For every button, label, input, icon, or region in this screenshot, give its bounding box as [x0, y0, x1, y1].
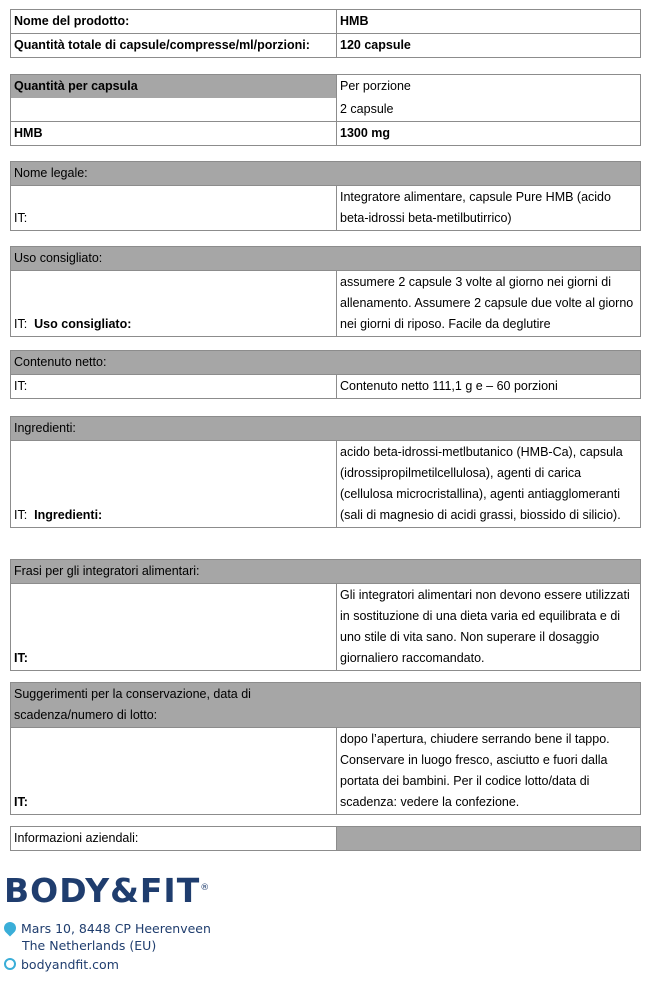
hmb-label: HMB: [11, 122, 337, 146]
net-content-value: Contenuto netto 111,1 g e – 60 porzioni: [337, 375, 641, 399]
storage-table: [10, 682, 641, 815]
phrases-value: Gli integratori alimentari non devono essere utilizzati in sostituzione di una dieta varia ed equilibrata e di uno stile di vita sano. Non superare il dosaggio giornaliero raccomandato.: [337, 584, 641, 671]
net-content-table: [10, 350, 641, 399]
net-content-header: Contenuto netto:: [11, 351, 641, 375]
globe-icon: [4, 958, 16, 970]
net-content-lang: IT:: [11, 375, 337, 399]
legal-name-header: Nome legale:: [11, 162, 641, 186]
serving-line1: Per porzione: [337, 75, 641, 99]
company-header: Informazioni aziendali:: [11, 827, 337, 851]
legal-name-table: [10, 161, 641, 231]
legal-name-lang: IT:: [11, 186, 337, 231]
bodyfit-logo: [4, 868, 210, 911]
hmb-value: 1300 mg: [337, 122, 641, 146]
usage-lang-cell: [11, 271, 337, 337]
ingredients-lang-cell: [11, 441, 337, 528]
legal-name-value: Integratore alimentare, capsule Pure HMB (acido beta-idrossi beta-metilbutirrico): [337, 186, 641, 231]
website-line: [4, 956, 119, 974]
company-table: [10, 826, 641, 851]
address-line1-text: Mars 10, 8448 CP Heerenveen: [21, 921, 211, 936]
product-table: [10, 9, 641, 58]
storage-value: dopo l’apertura, chiudere serrando bene il tappo. Conservare in luogo fresco, asciutto e fuori dalla portata dei bambini. Per il codice lotto/data di scadenza: vedere la confezione.: [337, 728, 641, 815]
storage-lang: IT:: [11, 728, 337, 815]
address-line2: The Netherlands (EU): [22, 938, 157, 953]
ingredients-sublabel: Ingredienti:: [34, 508, 103, 522]
per-serving-table: [10, 74, 641, 146]
usage-table: [10, 246, 641, 337]
registered-mark: ®: [200, 883, 211, 893]
location-pin-icon: [2, 920, 19, 937]
phrases-lang: IT:: [11, 584, 337, 671]
usage-header: Uso consigliato:: [11, 247, 641, 271]
ingredients-header: Ingredienti:: [11, 417, 641, 441]
product-qty-value: 120 capsule: [337, 34, 641, 58]
product-qty-label: Quantità totale di capsule/compresse/ml/porzioni:: [11, 34, 337, 58]
per-serving-spacer: [11, 98, 337, 122]
per-serving-header: Quantità per capsula: [11, 75, 337, 99]
company-header-fill: [337, 827, 641, 851]
serving-line2: 2 capsule: [337, 98, 641, 122]
address-line1: [4, 920, 211, 938]
phrases-table: [10, 559, 641, 671]
ingredients-table: [10, 416, 641, 528]
storage-header: Suggerimenti per la conservazione, data di scadenza/numero di lotto:: [11, 683, 337, 728]
usage-value: assumere 2 capsule 3 volte al giorno nei giorni di allenamento. Assumere 2 capsule due volte al giorno nei giorni di riposo. Facile da deglutire: [337, 271, 641, 337]
logo-text: BODY&FIT: [4, 871, 201, 910]
ingredients-lang: IT:: [14, 508, 28, 522]
ingredients-value: acido beta-idrossi-metlbutanico (HMB-Ca), capsula (idrossipropilmetilcellulosa), agenti di carica (cellulosa microcristallina), agenti antiagglomeranti (sali di magnesio di acidi grassi, biossido di silicio).: [337, 441, 641, 528]
usage-lang: IT:: [14, 317, 28, 331]
website-link[interactable]: bodyandfit.com: [21, 957, 119, 972]
phrases-header: Frasi per gli integratori alimentari:: [11, 560, 641, 584]
usage-sublabel: Uso consigliato:: [34, 317, 132, 331]
product-name-label: Nome del prodotto:: [11, 10, 337, 34]
storage-header-fill: [337, 683, 641, 728]
product-name-value: HMB: [337, 10, 641, 34]
